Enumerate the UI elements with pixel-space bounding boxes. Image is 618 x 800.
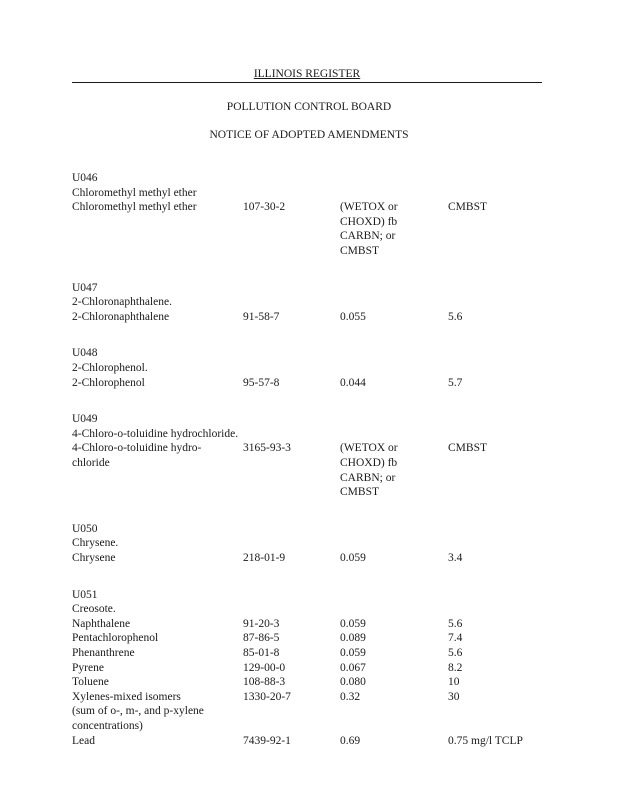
waste-group-name: 2-Chlorophenol. (72, 362, 148, 374)
waste-group-name: 4-Chloro-o-toluidine hydrochloride. (72, 427, 239, 440)
waste-group-name: Creosote. (72, 603, 116, 616)
waste-group-name: Chloromethyl methyl ether (72, 186, 197, 199)
nonwastewater-standard: 7.4 (448, 632, 463, 645)
register-header (72, 67, 542, 83)
waste-code: U046 (72, 172, 98, 184)
nonwastewater-standard: 5.6 (448, 617, 463, 630)
wastewater-standard: 0.059 (340, 617, 366, 630)
nonwastewater-standard: 3.4 (448, 552, 463, 564)
constituent-name: Xylenes-mixed isomers (72, 690, 181, 703)
register-title: ILLINOIS REGISTER (253, 68, 361, 80)
wastewater-standard: 0.059 (340, 647, 366, 659)
constituent-name: Phenanthrene (72, 647, 135, 659)
nonwastewater-standard: CMBST (448, 442, 487, 455)
constituent-name: Pentachlorophenol (72, 632, 159, 645)
wastewater-standard: (WETOX or (340, 442, 398, 455)
nonwastewater-standard: 0.75 mg/l TCLP (448, 734, 523, 747)
cas-number: 1330-20-7 (243, 690, 291, 703)
board-title: POLLUTION CONTROL BOARD (226, 101, 392, 113)
wastewater-standard: (WETOX or (340, 201, 398, 214)
constituent-name: 2-Chloronaphthalene (72, 310, 170, 323)
waste-code: U047 (72, 281, 98, 294)
constituent-name: Toluene (72, 676, 109, 689)
wastewater-standard: 0.080 (340, 676, 366, 689)
nonwastewater-standard: CMBST (448, 201, 487, 214)
waste-code: U048 (72, 347, 98, 360)
constituent-name: chloride (72, 457, 110, 469)
wastewater-standard: CARBN; or (340, 230, 396, 243)
wastewater-standard: 0.055 (340, 310, 366, 323)
wastewater-standard: CMBST (340, 486, 379, 499)
wastewater-standard: 0.044 (340, 376, 366, 389)
constituent-name: concentrations) (72, 720, 143, 732)
cas-number: 107-30-2 (243, 201, 286, 214)
wastewater-standard: 0.32 (340, 690, 361, 703)
wastewater-standard: CHOXD) fb (340, 457, 398, 469)
waste-code: U049 (72, 413, 98, 426)
waste-group-name: Chrysene. (72, 537, 119, 550)
wastewater-standard: 0.69 (340, 734, 361, 747)
waste-code: U051 (72, 588, 98, 601)
nonwastewater-standard: 5.6 (448, 647, 463, 659)
cas-number: 95-57-8 (243, 376, 280, 389)
cas-number: 91-20-3 (243, 617, 280, 630)
constituent-name: (sum of o-, m-, and p-xylene (72, 705, 204, 718)
cas-number: 91-58-7 (243, 310, 280, 323)
cas-number: 87-86-5 (243, 632, 280, 645)
cas-number: 85-01-8 (243, 647, 280, 659)
notice-title: NOTICE OF ADOPTED AMENDMENTS (209, 129, 409, 141)
wastewater-standard: 0.067 (340, 661, 366, 674)
constituent-name: Naphthalene (72, 617, 131, 630)
wastewater-standard: 0.059 (340, 552, 366, 564)
constituent-name: 4-Chloro-o-toluidine hydro- (72, 442, 202, 455)
wastewater-standard: CARBN; or (340, 471, 396, 484)
cas-number: 3165-93-3 (243, 442, 291, 455)
cas-number: 218-01-9 (243, 552, 286, 564)
constituent-name: Pyrene (72, 661, 104, 674)
wastewater-standard: CHOXD) fb (340, 215, 398, 228)
waste-group-name: 2-Chloronaphthalene. (72, 296, 172, 309)
waste-code: U050 (72, 522, 98, 535)
nonwastewater-standard: 10 (448, 676, 460, 689)
nonwastewater-standard: 5.6 (448, 310, 463, 323)
nonwastewater-standard: 30 (448, 690, 460, 703)
cas-number: 7439-92-1 (243, 734, 291, 747)
wastewater-standard: 0.089 (340, 632, 366, 645)
nonwastewater-standard: 8.2 (448, 661, 463, 674)
cas-number: 129-00-0 (243, 661, 286, 674)
wastewater-standard: CMBST (340, 245, 379, 257)
constituent-name: Lead (72, 734, 95, 747)
constituent-name: Chloromethyl methyl ether (72, 201, 197, 214)
cas-number: 108-88-3 (243, 676, 286, 689)
nonwastewater-standard: 5.7 (448, 376, 463, 389)
constituent-name: 2-Chlorophenol (72, 376, 145, 389)
constituent-name: Chrysene (72, 552, 116, 564)
